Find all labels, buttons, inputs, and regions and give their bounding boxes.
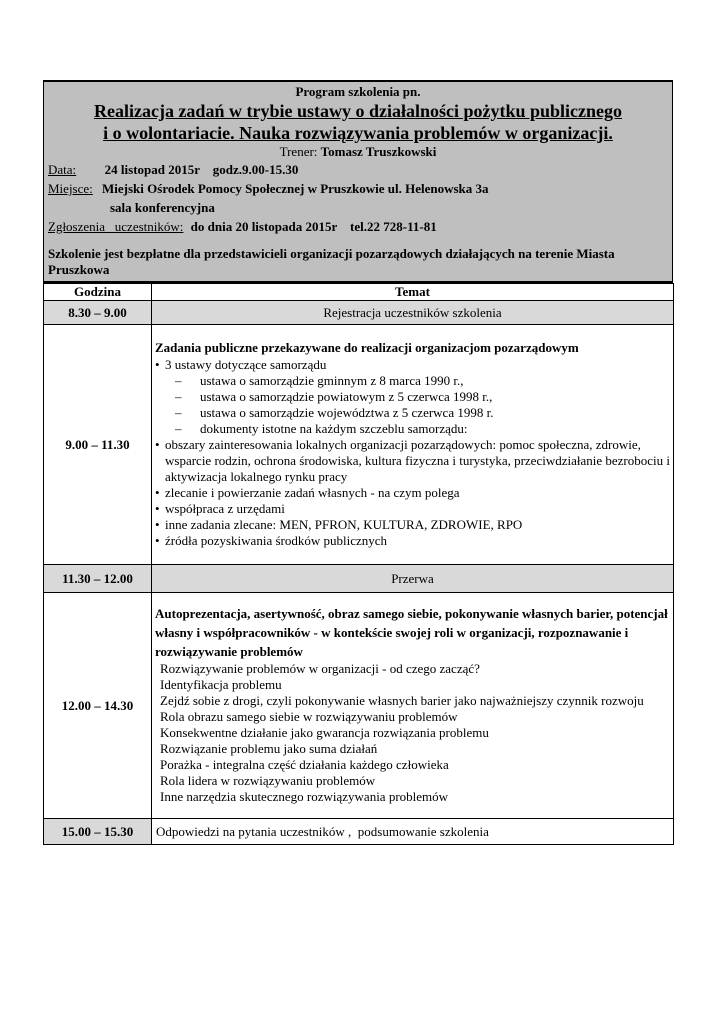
registration-label: Zgłoszenia uczestników: — [48, 219, 184, 234]
row-topic-cell — [152, 325, 674, 565]
list-item: Rozwiązywanie problemów w organizacji - od czego zacząć? — [160, 661, 480, 676]
program-title-line-1: Realizacja zadań w trybie ustawy o działalności pożytku publicznego — [93, 101, 622, 121]
place-value-2: sala konferencyjna — [110, 200, 215, 215]
topic-bullet-list — [155, 357, 670, 373]
row-time: 8.30 – 9.00 — [44, 301, 152, 325]
schedule-header-row — [44, 284, 674, 301]
place-line-2 — [48, 198, 668, 217]
list-item: • inne zadania zlecane: MEN, PFRON, KULTURA, ZDROWIE, RPO — [155, 517, 670, 533]
place-line — [48, 179, 668, 198]
row-topic: Odpowiedzi na pytania uczestników , podsumowanie szkolenia — [152, 819, 674, 845]
list-item: Rola lidera w rozwiązywaniu problemów — [160, 773, 376, 788]
date-value: 24 listopad 2015r godz.9.00-15.30 — [104, 162, 299, 177]
row-topic-cell — [152, 593, 674, 819]
free-training-note: Szkolenie jest bezpłatne dla przedstawicieli organizacji pozarządowych działających na terenie Miasta Pruszkowa — [48, 246, 615, 277]
list-item: • 3 ustawy dotyczące samorządu — [155, 357, 670, 373]
place-value: Miejski Ośrodek Pomocy Społecznej w Pruszkowie ul. Helenowska 3a — [102, 181, 489, 196]
list-item: • współpraca z urzędami — [155, 501, 670, 517]
section-title: Autoprezentacja, asertywność, obraz samego siebie, pokonywanie własnych barier, potencjał własny i współpracowników - w kontekście swojej roli w organizacji, rozpoznawanie i rozwiązywanie problemów — [155, 606, 668, 659]
program-title-line-2: i o wolontariacie. Nauka rozwiązywania problemów w organizacji. — [103, 123, 613, 143]
list-item: – ustawa o samorządzie powiatowym z 5 czerwca 1998 r., — [175, 389, 493, 404]
list-item: Inne narzędzia skutecznego rozwiązywania problemów — [160, 789, 449, 804]
list-item: – ustawa o samorządzie województwa z 5 czerwca 1998 r. — [175, 405, 494, 420]
list-item: Zejdź sobie z drogi, czyli pokonywanie własnych barier jako najważniejszy czynnik rozwoju — [160, 693, 644, 708]
time-column-header: Godzina — [44, 284, 152, 301]
list-item: Konsekwentne działanie jako gwarancja rozwiązania problemu — [160, 725, 489, 740]
table-row — [44, 565, 674, 593]
list-item: Porażka - integralna część działania każdego człowieka — [160, 757, 449, 772]
list-item: Identyfikacja problemu — [160, 677, 282, 692]
topic-list — [155, 661, 670, 805]
table-row — [44, 819, 674, 845]
date-line — [48, 160, 668, 179]
list-item: • zlecanie i powierzanie zadań własnych - na czym polega — [155, 485, 670, 501]
place-label: Miejsce: — [48, 181, 93, 196]
registration-line — [48, 217, 668, 236]
program-header — [43, 80, 673, 283]
trainer-line — [48, 144, 668, 160]
row-topic: Przerwa — [152, 565, 674, 593]
table-row — [44, 593, 674, 819]
section-title: Zadania publiczne przekazywane do realizacji organizacjom pozarządowym — [155, 340, 579, 355]
table-row — [44, 325, 674, 565]
list-item: Rozwiązanie problemu jako suma działań — [160, 741, 378, 756]
list-item: • źródła pozyskiwania środków publicznych — [155, 533, 670, 549]
schedule-table — [43, 283, 674, 845]
trainer-name: Tomasz Truszkowski — [320, 144, 437, 159]
registration-value: do dnia 20 listopada 2015r tel.22 728-11-81 — [190, 219, 437, 234]
row-time: 12.00 – 14.30 — [44, 593, 152, 819]
row-time: 15.00 – 15.30 — [44, 819, 152, 845]
row-topic: Rejestracja uczestników szkolenia — [152, 301, 674, 325]
trainer-label: Trener: — [279, 144, 318, 159]
training-program-document — [43, 80, 673, 845]
list-item: – ustawa o samorządzie gminnym z 8 marca 1990 r., — [175, 373, 464, 388]
date-label: Data: — [48, 162, 77, 177]
topic-column-header: Temat — [152, 284, 674, 301]
row-time: 9.00 – 11.30 — [44, 325, 152, 565]
list-item: Rola obrazu samego siebie w rozwiązywaniu problemów — [160, 709, 458, 724]
row-time: 11.30 – 12.00 — [44, 565, 152, 593]
list-item: – dokumenty istotne na każdym szczeblu samorządu: — [175, 421, 468, 436]
table-row — [44, 301, 674, 325]
topic-bullet-list — [155, 437, 670, 549]
list-item: • obszary zainteresowania lokalnych organizacji pozarządowych: pomoc społeczna, zdrowie, wsparcie rodzin, ochrona środowiska, kultura fizyczna i turystyka, przeciwdziałanie bezrobociu i aktywizacja lokalnego rynku pracy — [155, 437, 670, 485]
program-label: Program szkolenia pn. — [295, 84, 421, 99]
